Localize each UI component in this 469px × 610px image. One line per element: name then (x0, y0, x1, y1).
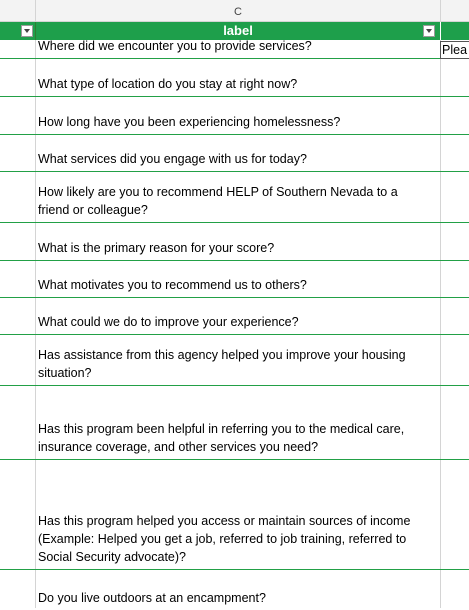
label-cell[interactable]: Has this program been helpful in referring you to the medical care, insurance coverage, and other services you need? (38, 422, 405, 454)
table-row[interactable] (0, 40, 469, 59)
row-cell-b[interactable] (0, 570, 35, 610)
row-cell-b[interactable] (0, 298, 35, 334)
row-cell-b[interactable] (0, 223, 35, 260)
selected-cell-d2[interactable]: Plea (440, 41, 469, 59)
column-header-c[interactable] (36, 0, 441, 22)
label-cell[interactable]: Where did we encounter you to provide services? (38, 39, 312, 53)
label-cell[interactable]: Do you live outdoors at an encampment? (38, 591, 266, 605)
row-cell-b[interactable] (0, 386, 35, 459)
label-cell[interactable]: How likely are you to recommend HELP of Southern Nevada to a friend or colleague? (38, 185, 398, 217)
table-header-cell-d (441, 22, 469, 40)
column-header-d[interactable] (441, 0, 469, 22)
row-cell-b[interactable] (0, 135, 35, 171)
table-row[interactable] (0, 298, 469, 335)
label-cell[interactable]: Has this program helped you access or maintain sources of income (Example: Helped you get a job, referred to job training, referred to Social Security advocate)? (38, 514, 411, 564)
table-row[interactable] (0, 335, 469, 386)
row-cell-b[interactable] (0, 172, 35, 222)
row-cell-b[interactable] (0, 40, 35, 58)
table-header-cell-b (0, 22, 36, 40)
label-cell[interactable]: Has assistance from this agency helped you improve your housing situation? (38, 348, 406, 380)
table-row[interactable] (0, 223, 469, 261)
row-cell-b[interactable] (0, 335, 35, 385)
label-cell[interactable]: How long have you been experiencing homelessness? (38, 115, 341, 129)
table-row[interactable] (0, 172, 469, 223)
table-row[interactable] (0, 386, 469, 460)
table-row[interactable] (0, 59, 469, 97)
row-cell-b[interactable] (0, 460, 35, 569)
label-cell[interactable]: What is the primary reason for your score? (38, 241, 275, 255)
table-row[interactable] (0, 570, 469, 610)
label-cell[interactable]: What services did you engage with us for today? (38, 152, 307, 166)
table-row[interactable] (0, 261, 469, 298)
table-row[interactable] (0, 460, 469, 570)
row-cell-b[interactable] (0, 97, 35, 134)
filter-dropdown-icon[interactable] (423, 25, 435, 37)
column-letter: C (234, 6, 242, 18)
label-cell[interactable]: What type of location do you stay at right now? (38, 77, 298, 91)
table-row[interactable] (0, 97, 469, 135)
label-cell[interactable]: What could we do to improve your experience? (38, 315, 299, 329)
row-cell-b[interactable] (0, 261, 35, 297)
label-cell[interactable]: What motivates you to recommend us to others? (38, 278, 307, 292)
table-header-label-text: label (223, 23, 253, 38)
table-row[interactable] (0, 135, 469, 172)
filter-dropdown-icon[interactable] (21, 25, 33, 37)
row-cell-b[interactable] (0, 59, 35, 96)
column-header-b[interactable] (0, 0, 36, 22)
